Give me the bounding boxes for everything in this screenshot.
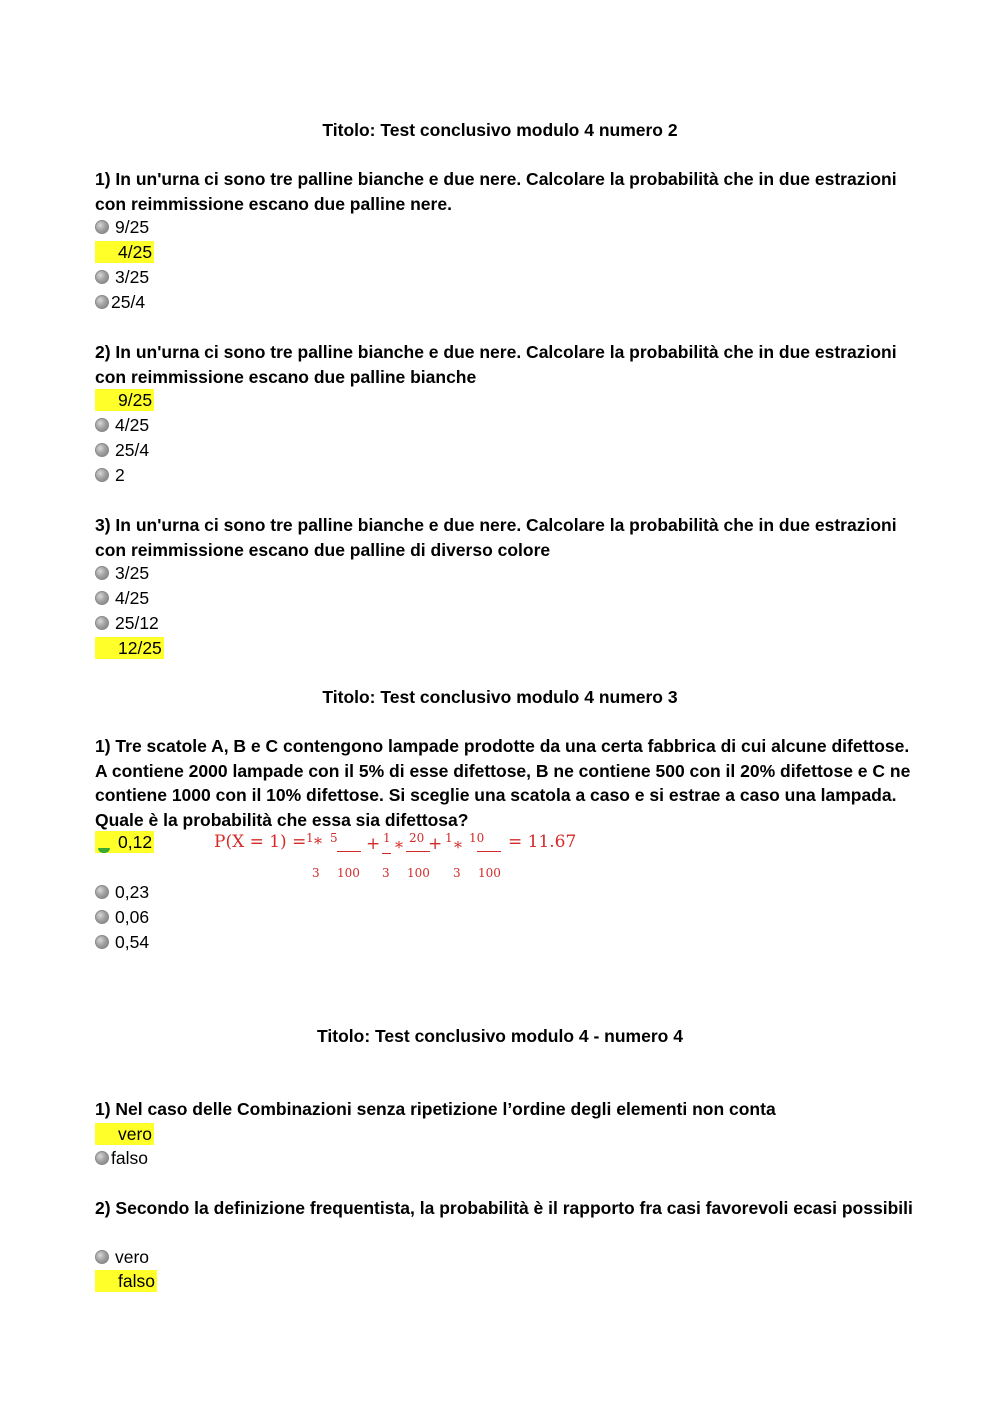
- radio-button-icon[interactable]: [95, 295, 109, 309]
- radio-button-icon[interactable]: [95, 935, 109, 949]
- fraction-bar: [337, 851, 361, 852]
- radio-button-icon[interactable]: [95, 220, 109, 234]
- answer-option-selected[interactable]: 12/25: [95, 637, 164, 659]
- fraction-bar: [382, 853, 391, 854]
- answer-option-selected[interactable]: 4/25: [95, 241, 154, 263]
- answer-option-selected[interactable]: 0,12: [95, 831, 154, 853]
- question-text: 2) In un'urna ci sono tre palline bianche e due nere. Calcolare la probabilità che in due estrazioni con reimmissione escano due palline bianche: [95, 342, 897, 387]
- formula-numerator: 5: [330, 831, 338, 845]
- fraction-bar: [406, 851, 430, 852]
- answer-option[interactable]: 4/25: [95, 414, 149, 436]
- radio-button-icon[interactable]: [95, 1250, 109, 1264]
- answer-option[interactable]: 0,23: [95, 881, 149, 903]
- answer-option[interactable]: 25/12: [95, 612, 159, 634]
- radio-button-icon[interactable]: [95, 591, 109, 605]
- radio-button-icon[interactable]: [95, 443, 109, 457]
- radio-button-icon[interactable]: [95, 910, 109, 924]
- radio-button-icon[interactable]: [95, 468, 109, 482]
- formula-operator: *: [395, 838, 403, 857]
- answer-option[interactable]: falso: [95, 1147, 148, 1169]
- formula-numerator: 10: [469, 831, 485, 845]
- formula-operator: *: [314, 834, 322, 853]
- answer-option[interactable]: 3/25: [95, 266, 149, 288]
- formula-denominator: 3: [312, 866, 320, 880]
- question-text: 3) In un'urna ci sono tre palline bianche e due nere. Calcolare la probabilità che in due estrazioni con reimmissione escano due palline di diverso colore: [95, 515, 897, 560]
- radio-button-icon[interactable]: [95, 616, 109, 630]
- formula-numerator: 20: [409, 831, 425, 845]
- section-title: Titolo: Test conclusivo modulo 4 - numero 4: [317, 1026, 683, 1046]
- fraction-bar: [477, 851, 501, 852]
- radio-button-icon[interactable]: [95, 885, 109, 899]
- answer-option[interactable]: vero: [95, 1246, 149, 1268]
- formula-denominator: 100: [337, 866, 360, 880]
- radio-button-icon[interactable]: [95, 270, 109, 284]
- answer-option[interactable]: 2: [95, 464, 125, 486]
- answer-option[interactable]: 3/25: [95, 562, 149, 584]
- answer-option-selected[interactable]: falso: [95, 1270, 157, 1292]
- formula-numerator: 1: [306, 831, 314, 845]
- answer-option[interactable]: 25/4: [95, 439, 149, 461]
- answer-option[interactable]: 0,06: [95, 906, 149, 928]
- answer-option[interactable]: 25/4: [95, 291, 145, 313]
- formula-annotation: P(X = 1) =: [214, 832, 307, 852]
- formula-operator: +: [428, 834, 443, 854]
- formula-denominator: 100: [478, 866, 501, 880]
- formula-operator: *: [454, 838, 462, 857]
- answer-option[interactable]: 9/25: [95, 216, 149, 238]
- question-text: 1) Tre scatole A, B e C contengono lampade prodotte da una certa fabbrica di cui alcune difettose. A contiene 2000 lampade con il 5% di esse difettose, B ne contiene 500 con il 20% difettose e C ne contiene 1000 con il 10% difettose. Si sceglie una scatola a caso e si estrae a caso una lampada. Quale è la probabilità che essa sia difettosa?: [95, 736, 911, 830]
- section-title: Titolo: Test conclusivo modulo 4 numero 3: [322, 687, 678, 707]
- answer-option[interactable]: 0,54: [95, 931, 149, 953]
- formula-denominator: 3: [453, 866, 461, 880]
- question-text: 1) In un'urna ci sono tre palline bianche e due nere. Calcolare la probabilità che in due estrazioni con reimmissione escano due palline nere.: [95, 169, 897, 214]
- answer-option-selected[interactable]: 9/25: [95, 389, 154, 411]
- formula-numerator: 1: [445, 831, 453, 845]
- radio-button-icon[interactable]: [95, 418, 109, 432]
- formula-denominator: 3: [382, 866, 390, 880]
- formula-result: = 11.67: [508, 832, 577, 852]
- section-title: Titolo: Test conclusivo modulo 4 numero 2: [322, 120, 678, 140]
- question-text: 1) Nel caso delle Combinazioni senza ripetizione l’ordine degli elementi non conta: [95, 1099, 776, 1119]
- radio-button-icon[interactable]: [95, 566, 109, 580]
- question-text: 2) Secondo la definizione frequentista, la probabilità è il rapporto fra casi favorevoli ecasi possibili: [95, 1198, 913, 1218]
- formula-operator: +: [366, 834, 381, 854]
- formula-numerator: 1: [383, 831, 391, 845]
- answer-option[interactable]: 4/25: [95, 587, 149, 609]
- answer-option-selected[interactable]: vero: [95, 1123, 154, 1145]
- radio-button-icon[interactable]: [95, 1151, 109, 1165]
- formula-denominator: 100: [407, 866, 430, 880]
